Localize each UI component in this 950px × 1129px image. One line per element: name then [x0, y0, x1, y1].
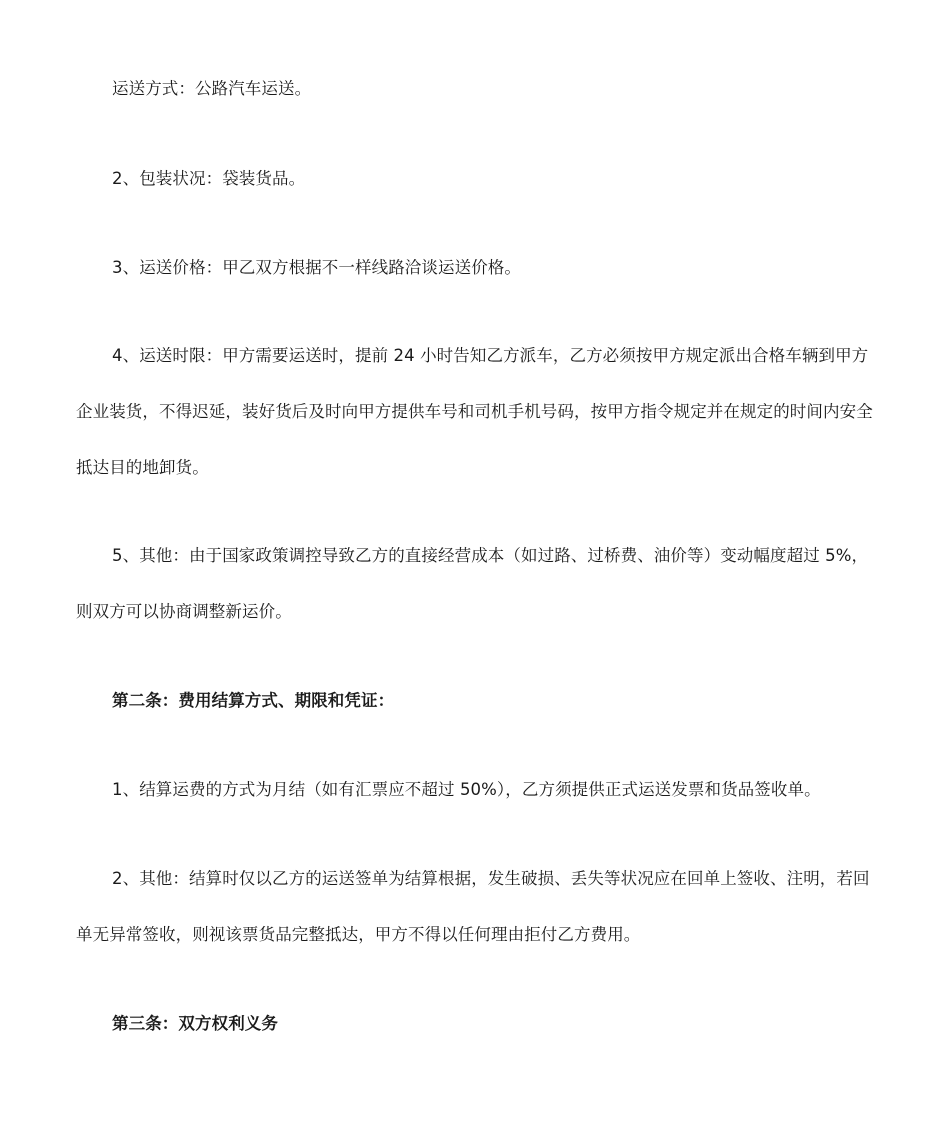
paragraph-settlement-method: 1、结算运费的方式为月结（如有汇票应不超过 50%），乙方须提供正式运送发票和货品签收单。: [112, 780, 821, 799]
paragraph-settlement-other: 2、其他：结算时仅以乙方的运送签单为结算根据，发生破损、丢失等状况应在回单上签收、注明，若回单无异常签收，则视该票货品完整抵达，甲方不得以任何理由拒付乙方费用。: [76, 869, 870, 944]
paragraph-transport-method: 运送方式：公路汽车运送。: [112, 79, 312, 98]
paragraph-time-limit: 4、运送时限：甲方需要运送时，提前 24 小时告知乙方派车，乙方必须按甲方规定派出合格车辆到甲方企业装货，不得迟延，装好货后及时向甲方提供车号和司机手机号码，按甲方指令规定并在规定的时间内安全抵达目的地卸货。: [76, 346, 873, 477]
paragraph-other: 5、其他：由于国家政策调控导致乙方的直接经营成本（如过路、过桥费、油价等）变动幅度超过 5%，则双方可以协商调整新运价。: [76, 546, 869, 621]
paragraph-packaging: 2、包装状况：袋装货品。: [112, 169, 306, 188]
paragraph-price: 3、运送价格：甲乙双方根据不一样线路洽谈运送价格。: [112, 258, 521, 277]
section-heading-article-3: 第三条：双方权利义务: [112, 1014, 278, 1033]
section-heading-article-2: 第二条：费用结算方式、期限和凭证：: [112, 691, 395, 710]
